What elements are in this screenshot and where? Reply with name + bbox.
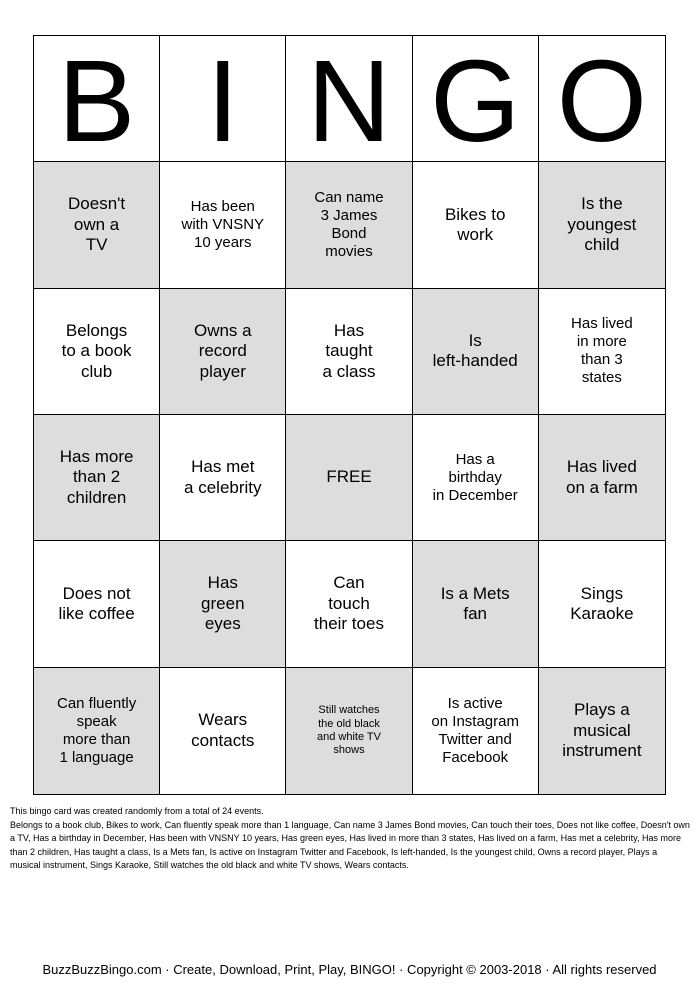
bingo-square (286, 415, 412, 541)
header-letter-1: I (160, 36, 286, 162)
bingo-square (160, 415, 286, 541)
bingo-square (286, 541, 412, 667)
bingo-square-text: Wears contacts (191, 710, 255, 750)
bingo-square (413, 541, 539, 667)
bingo-square-text: Can fluently speak more than 1 language (56, 694, 137, 766)
bingo-square-text: FREE (326, 467, 372, 487)
bingo-square-text: Has lived in more than 3 states (571, 315, 633, 387)
bingo-square-text: Owns a record player (193, 320, 252, 381)
bingo-square-text: Is left-handed (432, 330, 518, 371)
bingo-square (34, 541, 160, 667)
bingo-square-text: Doesn't own a TV (68, 194, 126, 255)
bingo-square (160, 668, 286, 794)
bingo-square-text: Has lived on a farm (565, 457, 638, 497)
bingo-square-text: Does not like coffee (58, 583, 135, 623)
bingo-square (413, 289, 539, 415)
bingo-square-text: Bikes to work (444, 204, 506, 244)
bingo-square-text: Is a Mets fan (440, 583, 510, 623)
bingo-square (34, 415, 160, 541)
bingo-square (160, 541, 286, 667)
bingo-square-text: Plays a musical instrument (562, 700, 642, 761)
bingo-square (413, 415, 539, 541)
bingo-square (539, 289, 665, 415)
bingo-square-text: Is the youngest child (567, 194, 637, 255)
bingo-square-text: Has a birthday in December (432, 450, 518, 504)
bingo-square (34, 162, 160, 288)
bingo-square (539, 162, 665, 288)
card-description-summary: This bingo card was created randomly from a total of 24 events. (10, 806, 264, 816)
bingo-square (413, 668, 539, 794)
bingo-square (539, 668, 665, 794)
bingo-square (539, 541, 665, 667)
bingo-square (34, 289, 160, 415)
bingo-square-text: Has more than 2 children (59, 447, 134, 507)
bingo-square (34, 668, 160, 794)
bingo-square (160, 289, 286, 415)
bingo-square-text: Is active on Instagram Twitter and Facebook (431, 694, 519, 766)
card-description-events: Belongs to a book club, Bikes to work, Can fluently speak more than 1 language, Can name 3 James Bond movies, Can touch their toes, Does not like coffee, Doesn't own a TV, Has a birthday in December, Has been with VNSNY 10 years, Has green eyes, Has lived in more than 3 states, Has lived on a farm, Has met a celebrity, Has more than 2 children, Has taught a class, Is a Mets fan, Is active on Instagram Twitter and Facebook, Is left-handed, Is the youngest child, Owns a record player, Plays a musical instrument, Sings Karaoke, Still watches the old black and white TV shows, Wears contacts. (10, 819, 690, 870)
header-letter-3: G (413, 36, 539, 162)
header-letter-0: B (34, 36, 160, 162)
bingo-square-text: Can touch their toes (314, 573, 384, 634)
bingo-square (286, 162, 412, 288)
bingo-square (413, 162, 539, 288)
header-letter-4: O (539, 36, 665, 162)
header-letter-2: N (286, 36, 412, 162)
bingo-card-grid (33, 35, 666, 795)
bingo-square-text: Sings Karaoke (570, 583, 634, 623)
bingo-square (286, 668, 412, 794)
bingo-square (286, 289, 412, 415)
bingo-square-text: Has taught a class (322, 320, 376, 381)
site-footer: BuzzBuzzBingo.com · Create, Download, Print, Play, BINGO! · Copyright © 2003-2018 · All rights reserved (42, 962, 657, 977)
bingo-square-text: Has met a celebrity (184, 457, 262, 497)
card-description (10, 805, 690, 873)
bingo-square-text: Still watches the old black and white TV shows (316, 704, 381, 757)
bingo-square-text: Has green eyes (201, 573, 245, 634)
bingo-square-text: Belongs to a book club (61, 320, 132, 381)
bingo-square (539, 415, 665, 541)
bingo-square-text: Can name 3 James Bond movies (314, 188, 384, 260)
bingo-square (160, 162, 286, 288)
bingo-square-text: Has been with VNSNY 10 years (181, 197, 265, 251)
